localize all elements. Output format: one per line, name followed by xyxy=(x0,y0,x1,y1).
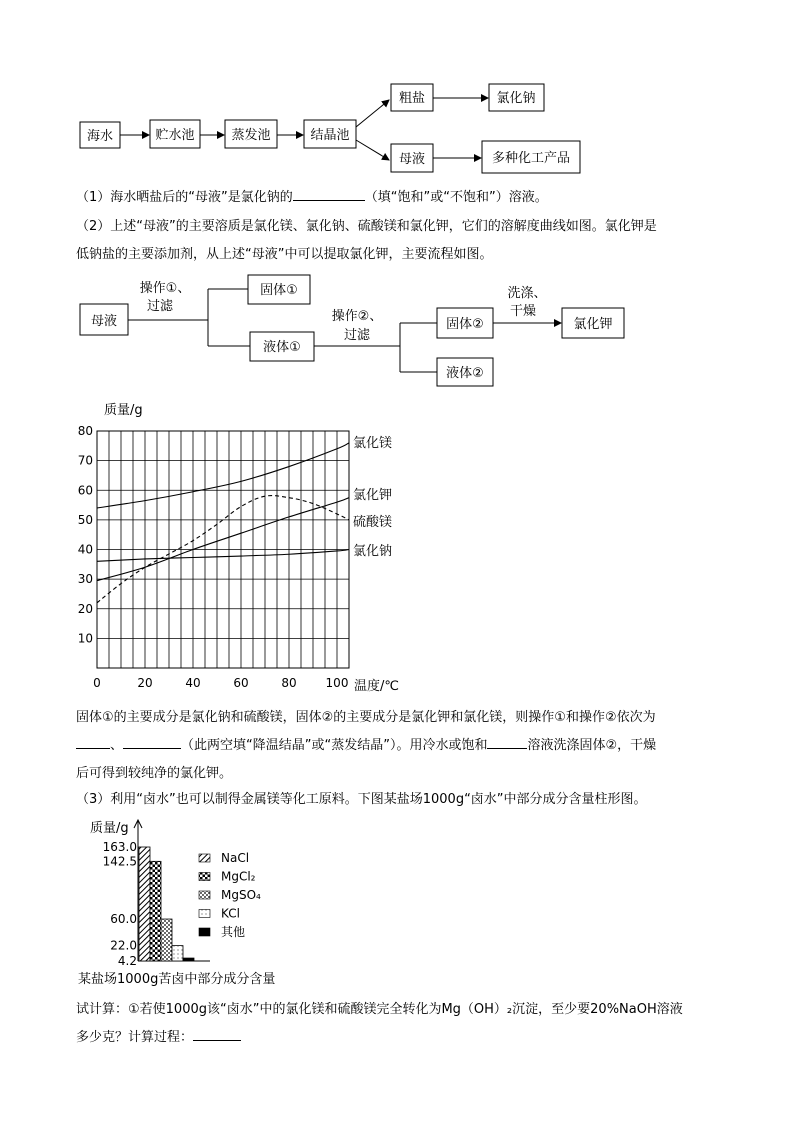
answer-blank-op1[interactable] xyxy=(76,734,110,749)
answer-blank-op2[interactable] xyxy=(123,734,181,749)
y-tick-label: 70 xyxy=(77,453,93,468)
bar-tick-label: 22.0 xyxy=(110,938,137,953)
y-tick-label: 30 xyxy=(77,572,93,587)
bar-tick-label: 163.0 xyxy=(102,840,137,854)
solid-line2-mid: （此两空填“降温结晶”或“蒸发结晶”）。用冷水或饱和 xyxy=(181,738,488,753)
flow2-wash-line2: 干燥 xyxy=(509,304,537,319)
series-line xyxy=(97,443,349,508)
bar-title: 某盐场1000g苦卤中部分成分含量 xyxy=(78,972,276,987)
brine-bar-chart xyxy=(0,812,794,992)
legend-label: MgSO₄ xyxy=(221,888,261,902)
legend-swatch xyxy=(199,873,210,881)
flow-diagram-seawater xyxy=(0,0,794,185)
solubility-xlabel: 温度/℃ xyxy=(354,679,399,694)
bar xyxy=(150,861,161,961)
flow1-crude-salt: 粗盐 xyxy=(398,91,426,106)
bar xyxy=(183,958,194,961)
y-tick-label: 50 xyxy=(77,512,93,527)
legend-label: KCl xyxy=(221,906,240,921)
x-tick-label: 80 xyxy=(281,676,297,690)
solid-line3: 后可得到较纯净的氯化钾。 xyxy=(76,766,233,781)
flow2-solid1: 固体① xyxy=(260,283,298,298)
y-tick-label: 10 xyxy=(77,631,93,646)
calc-line1: 试计算：①若使1000g该“卤水”中的氯化镁和硫酸镁完全转化为Mg（OH）₂沉淀，至少要20%NaOH溶液 xyxy=(76,1002,683,1017)
flow2-liquid2: 液体② xyxy=(446,366,484,381)
bar xyxy=(172,946,183,961)
solid-sep: 、 xyxy=(110,738,124,753)
q1-prefix: （1）海水晒盐后的“母液”是氯化钠的 xyxy=(76,190,293,205)
q3-text: （3）利用“卤水”也可以制得金属镁等化工原料。下图某盐场1000g“卤水”中部分成分含量柱形图。 xyxy=(76,792,647,807)
calculation-question xyxy=(76,996,724,1052)
flow1-crystallization-pool: 结晶池 xyxy=(310,128,350,143)
y-tick-label: 20 xyxy=(77,601,93,616)
flow1-evaporation-pool: 蒸发池 xyxy=(231,128,271,143)
bar-tick-label: 60.0 xyxy=(110,912,137,927)
flow2-op1-line1: 操作①、 xyxy=(139,281,191,296)
flow1-mother-liquor: 母液 xyxy=(398,152,426,167)
x-tick-label: 0 xyxy=(93,676,101,690)
solubility-ylabel: 质量/g xyxy=(104,403,143,418)
x-tick-label: 60 xyxy=(233,676,249,690)
x-tick-label: 100 xyxy=(325,676,349,690)
q1-suffix: （填“饱和”或“不饱和”）溶液。 xyxy=(364,190,548,205)
q2-line2: 低钠盐的主要添加剂，从上述“母液”中可以提取氯化钾，主要流程如图。 xyxy=(76,247,493,262)
q2-line1: （2）上述“母液”的主要溶质是氯化镁、氯化钠、硫酸镁和氯化钾，它们的溶解度曲线如图。氯化钾是 xyxy=(76,219,657,234)
series-line xyxy=(97,498,349,581)
solubility-chart xyxy=(0,395,794,700)
series-label: 氯化钠 xyxy=(353,544,393,559)
solid-line1: 固体①的主要成分是氯化钠和硫酸镁，固体②的主要成分是氯化钾和氯化镁，则操作①和操作②依次为 xyxy=(76,710,656,725)
x-tick-label: 40 xyxy=(185,676,201,690)
legend-swatch xyxy=(199,910,210,918)
flow-diagram-kcl-extraction xyxy=(0,270,794,395)
flow2-wash-line1: 洗涤、 xyxy=(507,286,547,301)
question-2 xyxy=(76,213,724,269)
flow2-mother-liquor: 母液 xyxy=(90,314,118,329)
y-tick-label: 40 xyxy=(77,542,93,557)
question-3 xyxy=(76,786,724,814)
bar-ylabel: 质量/g xyxy=(90,821,129,836)
y-tick-label: 60 xyxy=(77,483,93,498)
answer-blank-q1[interactable] xyxy=(293,186,365,201)
flow2-liquid1: 液体① xyxy=(263,340,301,355)
legend-swatch xyxy=(199,891,210,899)
series-label: 硫酸镁 xyxy=(353,515,393,530)
legend-label: MgCl₂ xyxy=(221,869,256,884)
legend-swatch xyxy=(199,854,210,862)
flow1-chemical-products: 多种化工产品 xyxy=(491,151,571,166)
series-line xyxy=(97,550,349,562)
flow2-solid2: 固体② xyxy=(446,317,484,332)
series-label: 氯化镁 xyxy=(353,436,393,451)
question-1 xyxy=(76,184,724,212)
bar xyxy=(161,919,172,961)
flow2-op1-line2: 过滤 xyxy=(146,299,174,314)
legend-label: 其他 xyxy=(221,925,246,939)
calc-line2: 多少克？计算过程： xyxy=(76,1030,194,1045)
x-tick-label: 20 xyxy=(137,676,153,690)
flow2-kcl: 氯化钾 xyxy=(573,317,613,332)
flow2-op2-line2: 过滤 xyxy=(343,328,371,343)
bar xyxy=(139,847,150,961)
answer-blank-wash-solution[interactable] xyxy=(487,734,527,749)
solid-line2-end: 溶液洗涤固体②，干燥 xyxy=(527,738,657,753)
legend-label: NaCl xyxy=(221,851,250,865)
flow2-op2-line1: 操作②、 xyxy=(331,309,383,324)
answer-blank-calc[interactable] xyxy=(193,1026,241,1041)
flow1-sodium-chloride: 氯化钠 xyxy=(496,91,536,106)
legend-swatch xyxy=(199,928,210,936)
flow1-storage-pool: 贮水池 xyxy=(155,128,195,143)
solid-analysis-paragraph xyxy=(76,704,724,788)
y-tick-label: 80 xyxy=(77,424,93,438)
series-label: 氯化钾 xyxy=(353,488,393,503)
bar-tick-label: 142.5 xyxy=(102,854,137,869)
flow1-seawater: 海水 xyxy=(86,129,114,144)
bar-tick-label: 4.2 xyxy=(117,954,137,968)
